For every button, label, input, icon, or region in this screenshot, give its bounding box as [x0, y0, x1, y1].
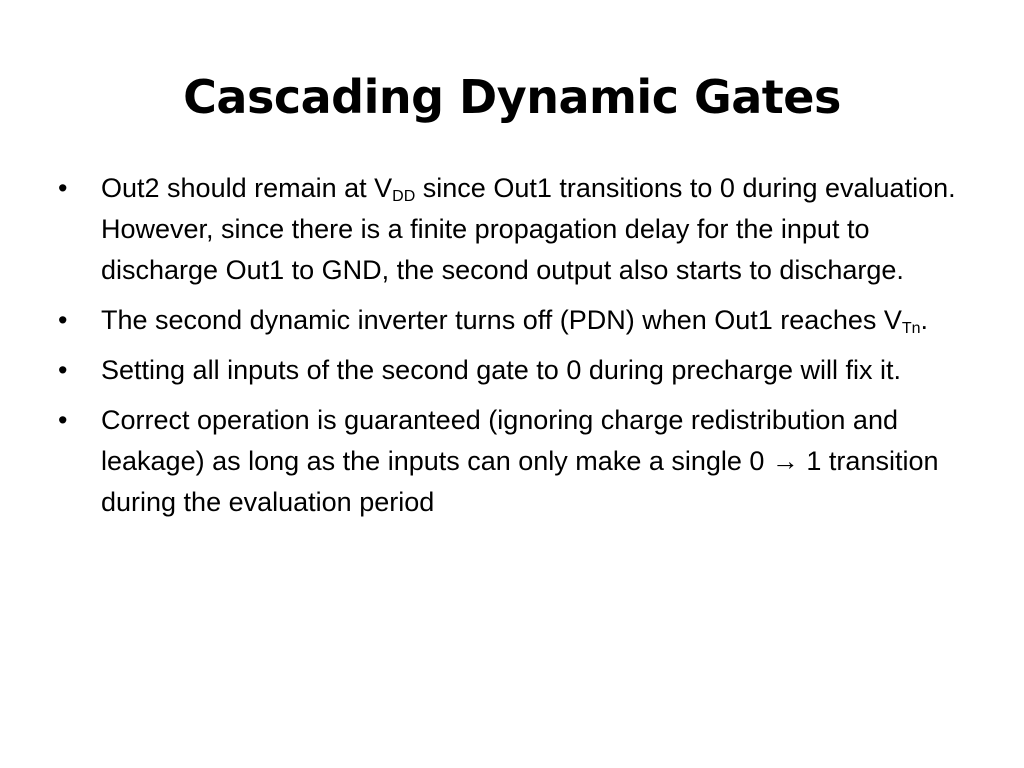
bullet-text-1-after: since Out1 transitions to 0 during evaluation. However, since there is a finite propagation delay for the input to discharge Out1 to GND, the second output also starts to discharge. — [101, 173, 956, 285]
bullet-text-2-before: The second dynamic inverter turns off (PDN) when Out1 reaches V — [101, 305, 902, 335]
bullet-text-2-after: . — [920, 305, 929, 335]
bullet-item-3 — [58, 350, 978, 391]
subscript-dd: DD — [392, 188, 416, 205]
bullet-item-4 — [58, 400, 978, 523]
bullet-item-1 — [58, 168, 978, 291]
bullet-dot-icon: • — [58, 355, 68, 385]
bullet-dot-icon: • — [58, 405, 68, 435]
bullet-item-2 — [58, 300, 978, 341]
slide-title: Cascading Dynamic Gates — [183, 70, 841, 124]
subscript-tn: Tn — [901, 320, 921, 337]
bullet-text-1-before: Out2 should remain at V — [101, 173, 393, 203]
bullet-dot-icon: • — [58, 173, 68, 203]
bullet-list — [58, 168, 978, 532]
bullet-text-3: Setting all inputs of the second gate to 0 during precharge will fix it. — [101, 355, 901, 385]
bullet-text-1 — [101, 173, 956, 285]
bullet-text-2 — [101, 305, 928, 335]
bullet-text-4: Correct operation is guaranteed (ignoring charge redistribution and leakage) as long as the inputs can only make a single 0 → 1 transition during the evaluation period — [101, 405, 939, 517]
bullet-dot-icon: • — [58, 305, 68, 335]
